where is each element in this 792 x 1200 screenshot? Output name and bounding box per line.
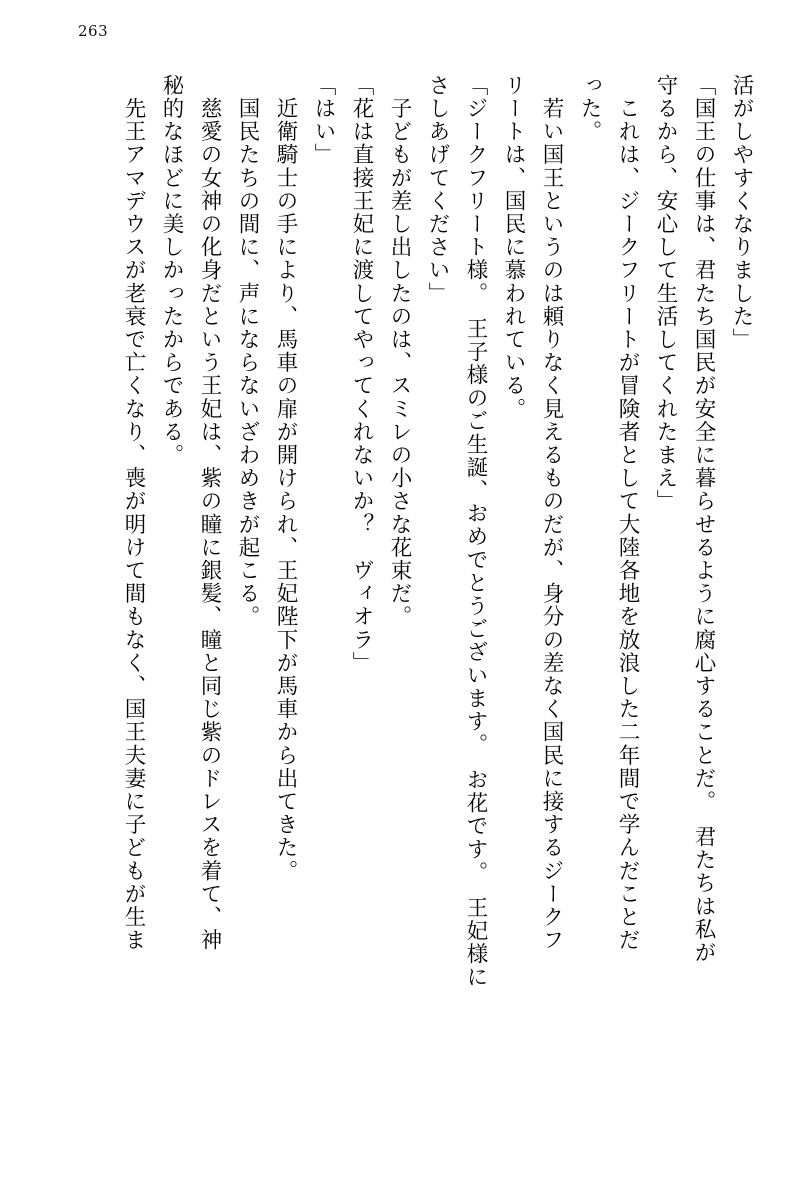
text-column: 守るから、安心して生活してくれたまえ」 [653,74,678,513]
text-column: さしあげてください」 [425,74,450,305]
text-column: 近衛騎士の手により、馬車の扉が開けられ、王妃陛下が馬車から出てきた。 [273,74,298,883]
text-column: 「はい」 [311,74,336,167]
text-column: リートは、国民に慕われている。 [501,74,526,421]
text-column: 国民たちの間に、声にならないざわめきが起こる。 [235,74,260,629]
text-column: 活がしやすくなりました」 [729,74,754,352]
text-column: った。 [577,74,602,144]
text-column: 慈愛の女神の化身だという王妃は、紫の瞳に銀髪、瞳と同じ紫のドレスを着て、神 [197,74,222,952]
text-column: 先王アマデウスが老衰で亡くなり、喪が明けて間もなく、国王夫妻に子どもが生ま [121,74,146,952]
text-column: 子どもが差し出したのは、スミレの小さな花束だ。 [387,74,412,629]
text-column: 「花は直接王妃に渡してやってくれないか？ ヴィオラ」 [349,74,374,675]
text-column: 「ジークフリート様。 王子様のご生誕、おめでとうございます。 お花です。 王妃様に [463,74,488,989]
text-column: 「国王の仕事は、君たち国民が安全に暮らせるように腐心することだ。 君たちは私が [691,74,716,965]
text-column: 若い国王というのは頼りなく見えるものだが、身分の差なく国民に接するジークフ [539,74,564,952]
vertical-text-body [40,74,752,1149]
text-column: これは、ジークフリートが冒険者として大陸各地を放浪した二年間で学んだことだ [615,74,640,952]
text-column: 秘的なほどに美しかったからである。 [159,74,184,467]
page-number: 263 [78,22,109,40]
